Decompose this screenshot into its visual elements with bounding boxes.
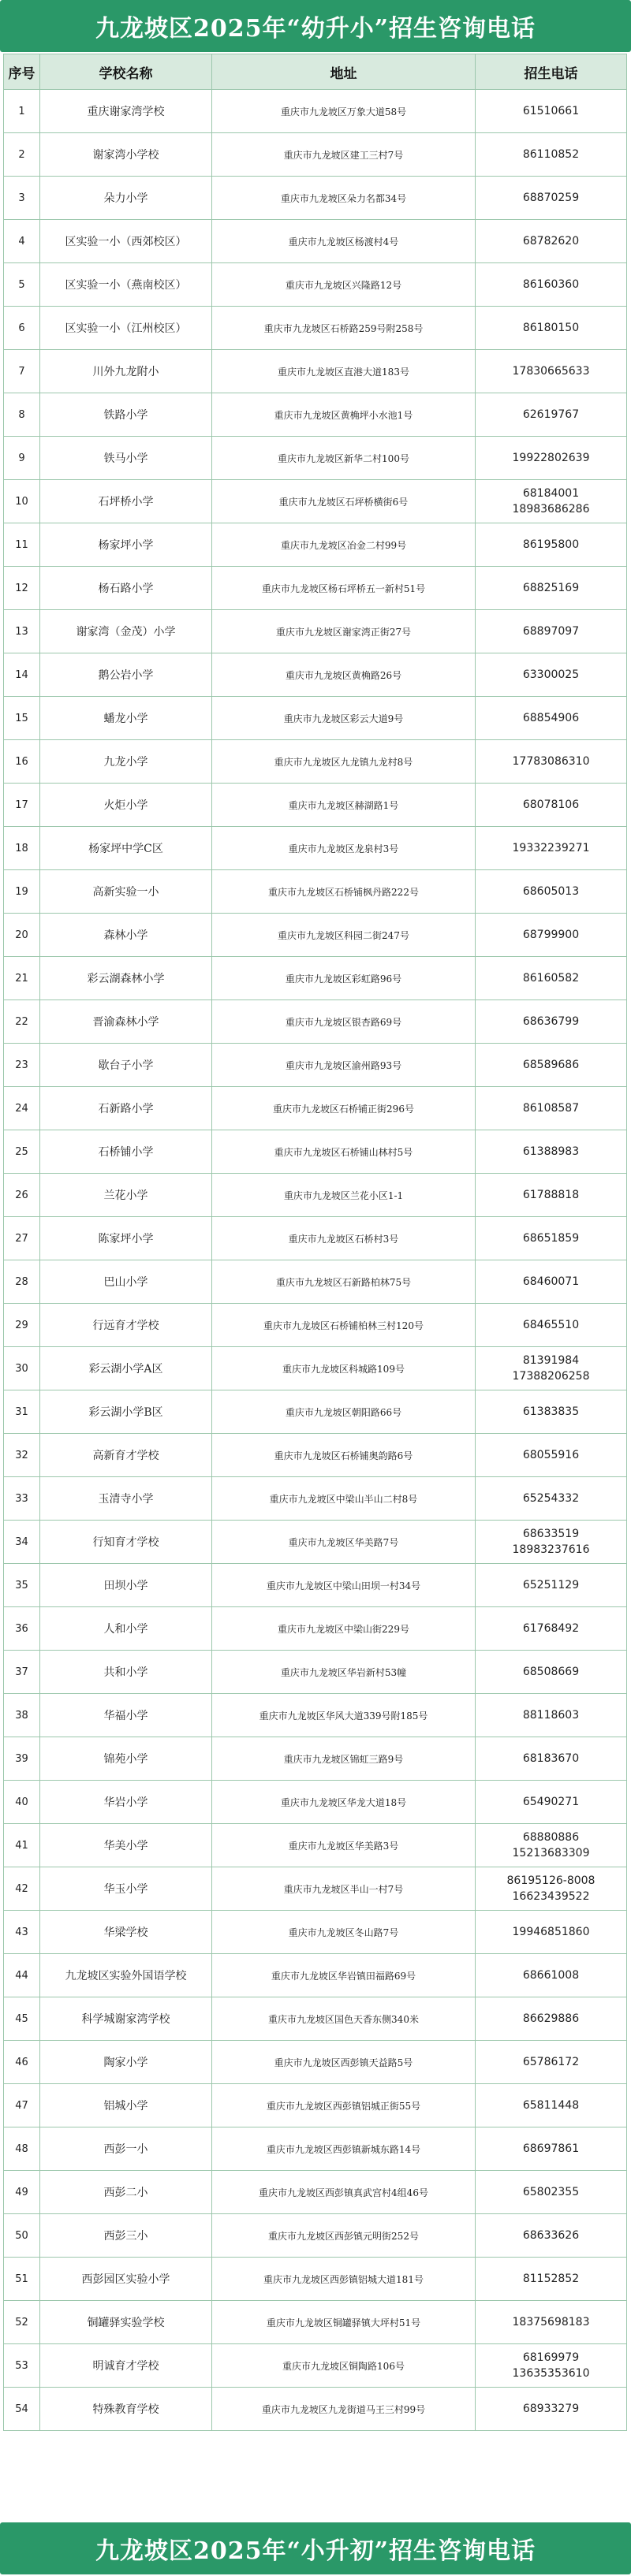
row-number: 13	[4, 610, 40, 653]
enrollment-phone: 86160360	[476, 263, 627, 307]
row-number: 23	[4, 1044, 40, 1087]
table-row	[4, 480, 627, 523]
row-number: 30	[4, 1347, 40, 1390]
school-address: 重庆市九龙坡区西彭镇新城东路14号	[212, 2127, 476, 2171]
table-row	[4, 393, 627, 437]
enrollment-phone: 18375698183	[476, 2301, 627, 2344]
table-row	[4, 1781, 627, 1824]
table-row	[4, 133, 627, 177]
school-address: 重庆市九龙坡区石桥铺奥韵路6号	[212, 1434, 476, 1477]
enrollment-phone: 17830665633	[476, 350, 627, 393]
school-address: 重庆市九龙坡区兴隆路12号	[212, 263, 476, 307]
row-number: 9	[4, 437, 40, 480]
enrollment-phone: 88118603	[476, 1694, 627, 1737]
enrollment-phone: 86108587	[476, 1087, 627, 1130]
enrollment-phone: 68854906	[476, 697, 627, 740]
school-address: 重庆市九龙坡区杨石坪桥五一新村51号	[212, 567, 476, 610]
table-row	[4, 957, 627, 1000]
enrollment-phone: 68933279	[476, 2388, 627, 2431]
school-name: 石新路小学	[40, 1087, 212, 1130]
table-row	[4, 610, 627, 653]
row-number: 31	[4, 1390, 40, 1434]
row-number: 27	[4, 1217, 40, 1260]
school-name: 陈家坪小学	[40, 1217, 212, 1260]
table-row	[4, 1347, 627, 1390]
school-name: 谢家湾（金茂）小学	[40, 610, 212, 653]
table-row	[4, 1564, 627, 1607]
table-row	[4, 567, 627, 610]
row-number: 20	[4, 914, 40, 957]
row-number: 50	[4, 2214, 40, 2258]
school-name: 华梁学校	[40, 1911, 212, 1954]
row-number: 53	[4, 2344, 40, 2388]
school-name: 石坪桥小学	[40, 480, 212, 523]
school-name: 玉清寺小学	[40, 1477, 212, 1521]
enrollment-phone: 68633519 18983237616	[476, 1521, 627, 1564]
enrollment-phone: 68055916	[476, 1434, 627, 1477]
row-number: 6	[4, 307, 40, 350]
row-number: 25	[4, 1130, 40, 1174]
table-row	[4, 697, 627, 740]
school-name: 重庆谢家湾学校	[40, 90, 212, 133]
row-number: 24	[4, 1087, 40, 1130]
enrollment-phone: 68825169	[476, 567, 627, 610]
school-address: 重庆市九龙坡区直港大道183号	[212, 350, 476, 393]
row-number: 7	[4, 350, 40, 393]
table-row	[4, 1997, 627, 2041]
row-number: 29	[4, 1304, 40, 1347]
table-row	[4, 2344, 627, 2388]
school-address: 重庆市九龙坡区半山一村7号	[212, 1867, 476, 1911]
table-row	[4, 1000, 627, 1044]
table-row	[4, 653, 627, 697]
row-number: 51	[4, 2258, 40, 2301]
table-row	[4, 2214, 627, 2258]
enrollment-phone: 86160582	[476, 957, 627, 1000]
school-address: 重庆市九龙坡区渝州路93号	[212, 1044, 476, 1087]
table-row	[4, 1824, 627, 1867]
table-row	[4, 2041, 627, 2084]
enrollment-phone: 68651859	[476, 1217, 627, 1260]
school-name: 华福小学	[40, 1694, 212, 1737]
row-number: 36	[4, 1607, 40, 1651]
school-name: 铝城小学	[40, 2084, 212, 2127]
enrollment-phone: 17783086310	[476, 740, 627, 784]
enrollment-phone: 68508669	[476, 1651, 627, 1694]
school-address: 重庆市九龙坡区杨渡村4号	[212, 220, 476, 263]
header-phone: 招生电话	[476, 54, 627, 90]
enrollment-phone: 81152852	[476, 2258, 627, 2301]
enrollment-phone: 86180150	[476, 307, 627, 350]
school-name: 朵力小学	[40, 177, 212, 220]
school-name: 区实验一小（西郊校区）	[40, 220, 212, 263]
row-number: 1	[4, 90, 40, 133]
enrollment-phone: 19332239271	[476, 827, 627, 870]
school-address: 重庆市九龙坡区石坪桥横街6号	[212, 480, 476, 523]
school-name: 杨家坪中学C区	[40, 827, 212, 870]
row-number: 48	[4, 2127, 40, 2171]
table-row	[4, 1954, 627, 1997]
table-row	[4, 1694, 627, 1737]
row-number: 17	[4, 784, 40, 827]
row-number: 3	[4, 177, 40, 220]
enrollment-phone: 65786172	[476, 2041, 627, 2084]
row-number: 32	[4, 1434, 40, 1477]
enrollment-phone: 86110852	[476, 133, 627, 177]
top-title-banner	[0, 0, 631, 52]
table-row	[4, 1390, 627, 1434]
enrollment-phone: 68636799	[476, 1000, 627, 1044]
school-address: 重庆市九龙坡区彩云大道9号	[212, 697, 476, 740]
school-address: 重庆市九龙坡区华风大道339号附185号	[212, 1694, 476, 1737]
school-name: 彩云湖小学A区	[40, 1347, 212, 1390]
school-name: 九龙坡区实验外国语学校	[40, 1954, 212, 1997]
school-address: 重庆市九龙坡区九龙街道马王三村99号	[212, 2388, 476, 2431]
school-address: 重庆市九龙坡区国色天香东侧340米	[212, 1997, 476, 2041]
school-name: 明诚育才学校	[40, 2344, 212, 2388]
enrollment-phone: 62619767	[476, 393, 627, 437]
school-address: 重庆市九龙坡区石桥铺枫丹路222号	[212, 870, 476, 914]
school-name: 川外九龙附小	[40, 350, 212, 393]
table-row	[4, 740, 627, 784]
enrollment-phone: 68697861	[476, 2127, 627, 2171]
enrollment-phone: 63300025	[476, 653, 627, 697]
enrollment-phone: 68460071	[476, 1260, 627, 1304]
enrollment-phone: 68589686	[476, 1044, 627, 1087]
enrollment-phone-table	[3, 54, 627, 2431]
enrollment-phone: 68880886 15213683309	[476, 1824, 627, 1867]
school-address: 重庆市九龙坡区西彭镇铝城正街55号	[212, 2084, 476, 2127]
school-name: 人和小学	[40, 1607, 212, 1651]
enrollment-phone: 65811448	[476, 2084, 627, 2127]
table-row	[4, 1607, 627, 1651]
school-name: 铁马小学	[40, 437, 212, 480]
table-row	[4, 1477, 627, 1521]
table-row	[4, 177, 627, 220]
school-address: 重庆市九龙坡区铜罐驿镇大坪村51号	[212, 2301, 476, 2344]
school-address: 重庆市九龙坡区万象大道58号	[212, 90, 476, 133]
table-row	[4, 1911, 627, 1954]
school-address: 重庆市九龙坡区华岩镇田福路69号	[212, 1954, 476, 1997]
row-number: 19	[4, 870, 40, 914]
row-number: 16	[4, 740, 40, 784]
row-number: 54	[4, 2388, 40, 2431]
school-address: 重庆市九龙坡区西彭镇元明街252号	[212, 2214, 476, 2258]
school-address: 重庆市九龙坡区华美路3号	[212, 1824, 476, 1867]
school-address: 重庆市九龙坡区西彭镇真武宫村4组46号	[212, 2171, 476, 2214]
school-address: 重庆市九龙坡区石桥铺柏林三村120号	[212, 1304, 476, 1347]
school-address: 重庆市九龙坡区新华二村100号	[212, 437, 476, 480]
enrollment-phone: 68897097	[476, 610, 627, 653]
school-address: 重庆市九龙坡区朝阳路66号	[212, 1390, 476, 1434]
school-name: 行远育才学校	[40, 1304, 212, 1347]
table-row	[4, 2171, 627, 2214]
school-address: 重庆市九龙坡区黄桷坪小水池1号	[212, 393, 476, 437]
table-row	[4, 2127, 627, 2171]
enrollment-phone: 68633626	[476, 2214, 627, 2258]
school-address: 重庆市九龙坡区龙泉村3号	[212, 827, 476, 870]
enrollment-phone: 61383835	[476, 1390, 627, 1434]
page-title: 九龙坡区2025年“幼升小”招生咨询电话	[95, 15, 536, 43]
table-row	[4, 263, 627, 307]
enrollment-phone: 61510661	[476, 90, 627, 133]
school-address: 重庆市九龙坡区九龙镇九龙村8号	[212, 740, 476, 784]
table-header-row	[4, 54, 627, 90]
school-name: 巴山小学	[40, 1260, 212, 1304]
school-address: 重庆市九龙坡区铜陶路106号	[212, 2344, 476, 2388]
row-number: 8	[4, 393, 40, 437]
enrollment-phone: 65802355	[476, 2171, 627, 2214]
section-title: 九龙坡区2025年“小升初”招生咨询电话	[95, 2537, 536, 2565]
table-row	[4, 350, 627, 393]
table-row	[4, 827, 627, 870]
school-name: 陶家小学	[40, 2041, 212, 2084]
school-address: 重庆市九龙坡区华岩新村53幢	[212, 1651, 476, 1694]
school-address: 重庆市九龙坡区中梁山田坝一村34号	[212, 1564, 476, 1607]
school-name: 火炬小学	[40, 784, 212, 827]
enrollment-phone: 86629886	[476, 1997, 627, 2041]
row-number: 37	[4, 1651, 40, 1694]
school-name: 高新育才学校	[40, 1434, 212, 1477]
table-row	[4, 1867, 627, 1911]
school-name: 蟠龙小学	[40, 697, 212, 740]
enrollment-phone: 65251129	[476, 1564, 627, 1607]
school-address: 重庆市九龙坡区石新路柏林75号	[212, 1260, 476, 1304]
row-number: 34	[4, 1521, 40, 1564]
school-name: 高新实验一小	[40, 870, 212, 914]
table-row	[4, 1130, 627, 1174]
school-name: 彩云湖森林小学	[40, 957, 212, 1000]
table-row	[4, 870, 627, 914]
school-address: 重庆市九龙坡区银杏路69号	[212, 1000, 476, 1044]
table-row	[4, 1174, 627, 1217]
enrollment-phone: 19922802639	[476, 437, 627, 480]
enrollment-phone: 68799900	[476, 914, 627, 957]
school-address: 重庆市九龙坡区彩虹路96号	[212, 957, 476, 1000]
school-address: 重庆市九龙坡区黄桷路26号	[212, 653, 476, 697]
school-address: 重庆市九龙坡区科城路109号	[212, 1347, 476, 1390]
school-address: 重庆市九龙坡区中梁山半山二村8号	[212, 1477, 476, 1521]
enrollment-phone: 65254332	[476, 1477, 627, 1521]
table-row	[4, 2388, 627, 2431]
row-number: 4	[4, 220, 40, 263]
school-name: 铜罐驿实验学校	[40, 2301, 212, 2344]
row-number: 42	[4, 1867, 40, 1911]
enrollment-phone: 68169979 13635353610	[476, 2344, 627, 2388]
school-address: 重庆市九龙坡区赫湖路1号	[212, 784, 476, 827]
school-name: 华玉小学	[40, 1867, 212, 1911]
school-name: 锦苑小学	[40, 1737, 212, 1781]
school-address: 重庆市九龙坡区朵力名都34号	[212, 177, 476, 220]
school-address: 重庆市九龙坡区石桥铺正街296号	[212, 1087, 476, 1130]
header-no: 序号	[4, 54, 40, 90]
row-number: 14	[4, 653, 40, 697]
row-number: 5	[4, 263, 40, 307]
school-name: 特殊教育学校	[40, 2388, 212, 2431]
enrollment-phone: 68870259	[476, 177, 627, 220]
table-row	[4, 1217, 627, 1260]
school-name: 行知育才学校	[40, 1521, 212, 1564]
school-address: 重庆市九龙坡区西彭镇铝城大道181号	[212, 2258, 476, 2301]
row-number: 43	[4, 1911, 40, 1954]
table-row	[4, 2301, 627, 2344]
table-row	[4, 1087, 627, 1130]
enrollment-phone: 81391984 17388206258	[476, 1347, 627, 1390]
school-address: 重庆市九龙坡区华龙大道18号	[212, 1781, 476, 1824]
school-name: 九龙小学	[40, 740, 212, 784]
row-number: 38	[4, 1694, 40, 1737]
header-address: 地址	[212, 54, 476, 90]
table-row	[4, 1260, 627, 1304]
school-address: 重庆市九龙坡区石桥路259号附258号	[212, 307, 476, 350]
school-name: 西彭三小	[40, 2214, 212, 2258]
table-row	[4, 2258, 627, 2301]
row-number: 35	[4, 1564, 40, 1607]
school-address: 重庆市九龙坡区石桥铺山林村5号	[212, 1130, 476, 1174]
school-name: 森林小学	[40, 914, 212, 957]
school-name: 区实验一小（江州校区）	[40, 307, 212, 350]
table-body	[4, 90, 627, 2431]
row-number: 44	[4, 1954, 40, 1997]
school-address: 重庆市九龙坡区谢家湾正街27号	[212, 610, 476, 653]
table-row	[4, 437, 627, 480]
school-name: 科学城谢家湾学校	[40, 1997, 212, 2041]
row-number: 10	[4, 480, 40, 523]
row-number: 28	[4, 1260, 40, 1304]
row-number: 26	[4, 1174, 40, 1217]
table-row	[4, 914, 627, 957]
bottom-title-banner	[0, 2522, 631, 2574]
school-address: 重庆市九龙坡区石桥村3号	[212, 1217, 476, 1260]
school-name: 歇台子小学	[40, 1044, 212, 1087]
table-row	[4, 1044, 627, 1087]
school-address: 重庆市九龙坡区冶金二村99号	[212, 523, 476, 567]
school-address: 重庆市九龙坡区冬山路7号	[212, 1911, 476, 1954]
table-row	[4, 1737, 627, 1781]
school-name: 石桥铺小学	[40, 1130, 212, 1174]
school-name: 晋渝森林小学	[40, 1000, 212, 1044]
enrollment-phone: 65490271	[476, 1781, 627, 1824]
school-name: 田坝小学	[40, 1564, 212, 1607]
school-name: 区实验一小（燕南校区）	[40, 263, 212, 307]
table-row	[4, 784, 627, 827]
row-number: 46	[4, 2041, 40, 2084]
row-number: 33	[4, 1477, 40, 1521]
enrollment-phone: 86195126-8008 16623439522	[476, 1867, 627, 1911]
school-name: 杨家坪小学	[40, 523, 212, 567]
row-number: 45	[4, 1997, 40, 2041]
table-row	[4, 90, 627, 133]
enrollment-phone: 86195800	[476, 523, 627, 567]
school-address: 重庆市九龙坡区建工三村7号	[212, 133, 476, 177]
school-name: 西彭一小	[40, 2127, 212, 2171]
row-number: 40	[4, 1781, 40, 1824]
enrollment-phone: 68465510	[476, 1304, 627, 1347]
table-row	[4, 1521, 627, 1564]
header-school: 学校名称	[40, 54, 212, 90]
school-name: 杨石路小学	[40, 567, 212, 610]
table-row	[4, 1434, 627, 1477]
school-name: 鹅公岩小学	[40, 653, 212, 697]
enrollment-phone: 68782620	[476, 220, 627, 263]
school-address: 重庆市九龙坡区锦虹三路9号	[212, 1737, 476, 1781]
enrollment-phone: 68605013	[476, 870, 627, 914]
row-number: 47	[4, 2084, 40, 2127]
school-name: 西彭园区实验小学	[40, 2258, 212, 2301]
enrollment-phone: 68078106	[476, 784, 627, 827]
table-row	[4, 307, 627, 350]
school-address: 重庆市九龙坡区兰花小区1-1	[212, 1174, 476, 1217]
school-address: 重庆市九龙坡区华美路7号	[212, 1521, 476, 1564]
enrollment-phone: 61388983	[476, 1130, 627, 1174]
school-name: 华岩小学	[40, 1781, 212, 1824]
row-number: 39	[4, 1737, 40, 1781]
enrollment-phone: 68661008	[476, 1954, 627, 1997]
enrollment-phone: 61788818	[476, 1174, 627, 1217]
table-row	[4, 523, 627, 567]
school-name: 铁路小学	[40, 393, 212, 437]
enrollment-phone: 68184001 18983686286	[476, 480, 627, 523]
table-row	[4, 1651, 627, 1694]
school-name: 西彭二小	[40, 2171, 212, 2214]
row-number: 12	[4, 567, 40, 610]
school-address: 重庆市九龙坡区中梁山街229号	[212, 1607, 476, 1651]
row-number: 21	[4, 957, 40, 1000]
enrollment-phone: 68183670	[476, 1737, 627, 1781]
row-number: 15	[4, 697, 40, 740]
enrollment-phone: 61768492	[476, 1607, 627, 1651]
table-row	[4, 1304, 627, 1347]
row-number: 52	[4, 2301, 40, 2344]
row-number: 41	[4, 1824, 40, 1867]
row-number: 11	[4, 523, 40, 567]
school-name: 兰花小学	[40, 1174, 212, 1217]
school-name: 华美小学	[40, 1824, 212, 1867]
school-name: 谢家湾小学校	[40, 133, 212, 177]
school-address: 重庆市九龙坡区科园二街247号	[212, 914, 476, 957]
enrollment-phone: 19946851860	[476, 1911, 627, 1954]
school-name: 共和小学	[40, 1651, 212, 1694]
row-number: 49	[4, 2171, 40, 2214]
school-name: 彩云湖小学B区	[40, 1390, 212, 1434]
row-number: 18	[4, 827, 40, 870]
row-number: 2	[4, 133, 40, 177]
table-row	[4, 2084, 627, 2127]
table-row	[4, 220, 627, 263]
school-address: 重庆市九龙坡区西彭镇天益路5号	[212, 2041, 476, 2084]
row-number: 22	[4, 1000, 40, 1044]
